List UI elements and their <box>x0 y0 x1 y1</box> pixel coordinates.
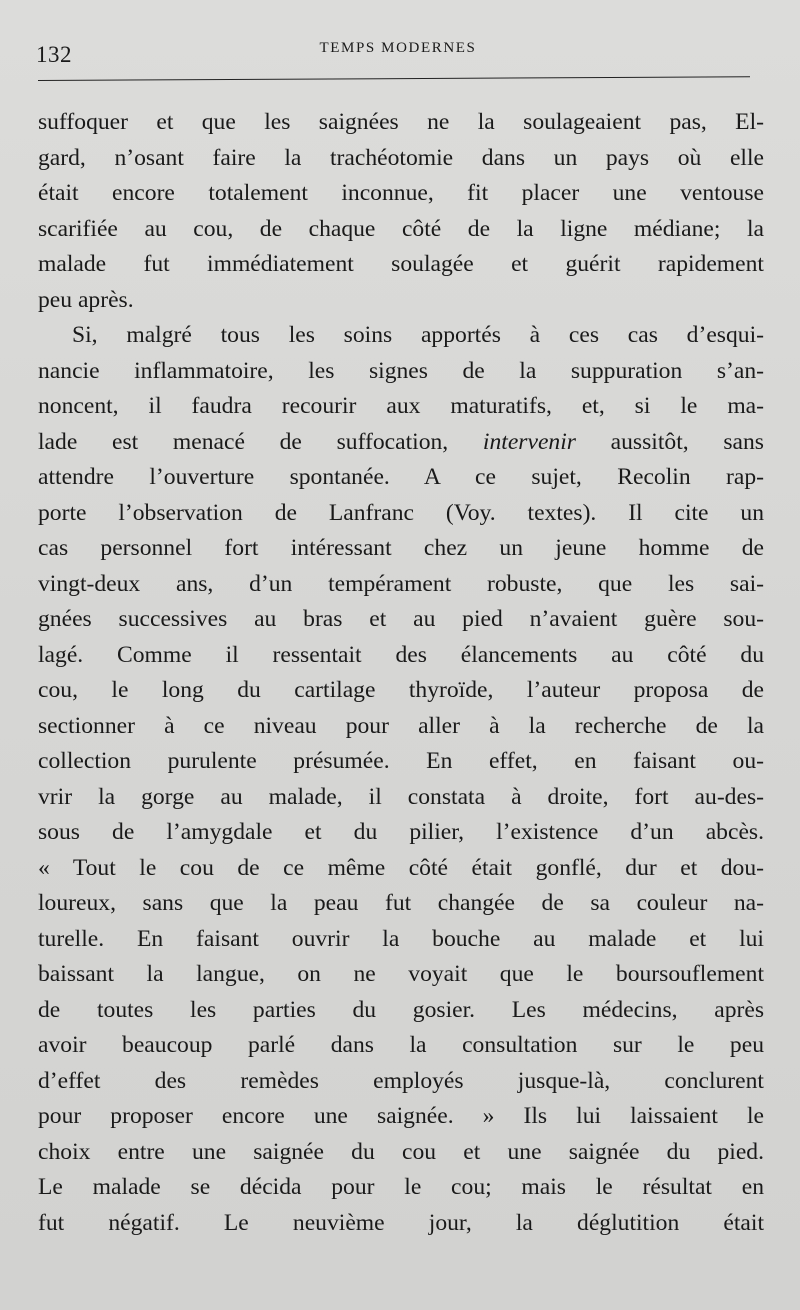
text-line: d’effet des remèdes employés jusque-là, conclurent <box>38 1067 764 1094</box>
body-text <box>38 105 764 1241</box>
text-line: porte l’observation de Lanfranc (Voy. textes). Il cite un <box>38 499 764 526</box>
text-segment: aussitôt, sans <box>575 428 764 455</box>
running-title: TEMPS MODERNES <box>319 40 477 56</box>
text-line-with-italic <box>38 425 764 461</box>
text-line: attendre l’ouverture spontanée. A ce sujet, Recolin rap- <box>38 464 764 490</box>
text-line: vingt-deux ans, d’un tempérament robuste, que les sai- <box>38 570 764 597</box>
text-line: gard, n’osant faire la trachéotomie dans un pays où elle <box>38 144 764 171</box>
text-line: « Tout le cou de ce même côté était gonflé, dur et dou- <box>38 854 764 881</box>
text-line: collection purulente présumée. En effet, en faisant ou- <box>38 748 764 774</box>
header-rule <box>38 76 750 81</box>
text-line: malade fut immédiatement soulagée et guérit rapidement <box>38 251 764 277</box>
text-line: gnées successives au bras et au pied n’avaient guère sou- <box>38 606 764 632</box>
italic-emphasis: intervenir <box>482 428 576 455</box>
text-line: de toutes les parties du gosier. Les médecins, après <box>38 996 764 1023</box>
text-line: lagé. Comme il ressentait des élancements au côté du <box>38 641 764 668</box>
text-line: nancie inflammatoire, les signes de la suppuration s’an- <box>38 357 764 384</box>
text-line: cas personnel fort intéressant chez un jeune homme de <box>38 535 764 561</box>
text-segment: lade est menacé de suffocation, <box>38 428 483 455</box>
text-line: était encore totalement inconnue, fit placer une ventouse <box>38 180 764 206</box>
running-head <box>36 34 760 74</box>
page-number: 132 <box>36 42 72 67</box>
text-line: baissant la langue, on ne voyait que le boursouflement <box>38 961 764 987</box>
text-line: pour proposer encore une saignée. » Ils lui laissaient le <box>38 1103 764 1129</box>
text-line: turelle. En faisant ouvrir la bouche au malade et lui <box>38 925 764 952</box>
paragraph-first-line: Si, malgré tous les soins apportés à ces cas d’esqui- <box>72 322 764 348</box>
text-line: fut négatif. Le neuvième jour, la déglutition était <box>38 1209 764 1236</box>
text-line: scarifiée au cou, de chaque côté de la ligne médiane; la <box>38 215 764 242</box>
text-line: Le malade se décida pour le cou; mais le résultat en <box>38 1174 764 1200</box>
text-line: noncent, il faudra recourir aux maturatifs, et, si le ma- <box>38 393 764 419</box>
text-line: cou, le long du cartilage thyroïde, l’auteur proposa de <box>38 677 764 703</box>
text-line: loureux, sans que la peau fut changée de sa couleur na- <box>38 890 764 916</box>
text-line: sectionner à ce niveau pour aller à la recherche de la <box>38 712 764 739</box>
text-line: peu après. <box>38 286 134 313</box>
text-line: vrir la gorge au malade, il constata à droite, fort au-des- <box>38 783 764 810</box>
text-line: sous de l’amygdale et du pilier, l’existence d’un abcès. <box>38 819 764 845</box>
text-line: avoir beaucoup parlé dans la consultation sur le peu <box>38 1032 764 1058</box>
text-line: suffoquer et que les saignées ne la soulageaient pas, El- <box>38 109 764 135</box>
text-line: choix entre une saignée du cou et une saignée du pied. <box>38 1138 764 1165</box>
